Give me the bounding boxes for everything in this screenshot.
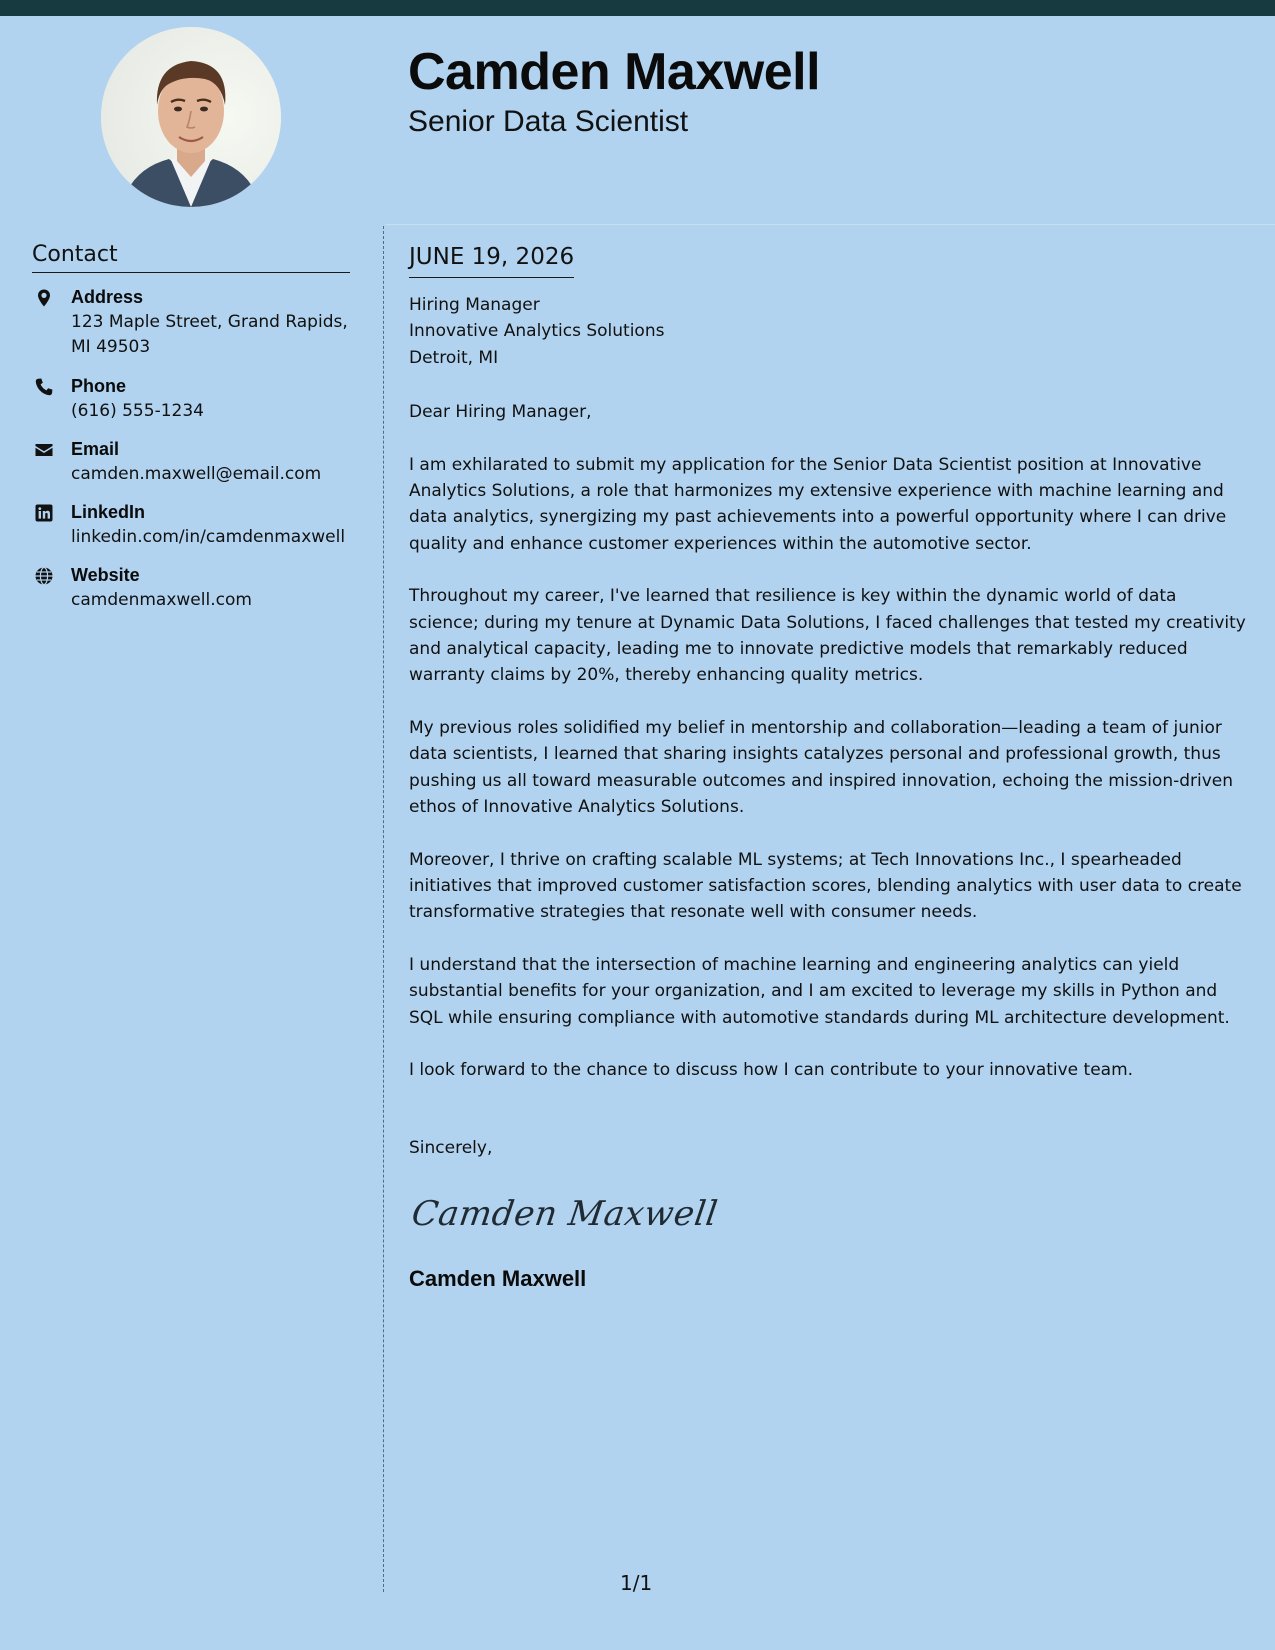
letter-body — [409, 240, 1249, 1294]
handwritten-signature: Camden Maxwell — [409, 1193, 721, 1234]
contact-value: (616) 555-1234 — [71, 401, 204, 421]
page-number: 1/1 — [620, 1571, 653, 1595]
contact-label: Phone — [71, 376, 127, 396]
linkedin-icon — [34, 503, 54, 523]
contact-label: Website — [71, 565, 140, 585]
header-divider — [385, 224, 1275, 225]
contact-value: camdenmaxwell.com — [71, 590, 252, 610]
phone-icon — [34, 377, 54, 397]
paragraph: My previous roles solidified my belief in mentorship and collaboration—leading a team of junior data scientists, I learned that sharing insights catalyzes personal and professional growth, thus pushing us all toward measurable outcomes and inspired innovation, echoing the mission-driven ethos of Innovative Analytics Solutions. — [409, 717, 1234, 818]
profile-photo — [101, 27, 281, 207]
contact-value: camden.maxwell@email.com — [71, 464, 322, 484]
column-divider — [383, 226, 384, 1592]
paragraph: Moreover, I thrive on crafting scalable ML systems; at Tech Innovations Inc., I spearheaded initiatives that improved customer satisfaction scores, blending analytics with user data to create transformative strategies that resonate well with consumer needs. — [409, 849, 1242, 923]
top-accent-bar — [0, 0, 1275, 16]
contact-value: 123 Maple Street, Grand Rapids, MI 49503 — [71, 312, 348, 357]
recipient-block — [409, 292, 1249, 371]
contact-label: Email — [71, 439, 120, 459]
printed-name: Camden Maxwell — [409, 1265, 587, 1291]
contact-label: Address — [71, 287, 144, 307]
paragraph: I am exhilarated to submit my application for the Senior Data Scientist position at Innovative Analytics Solutions, a role that harmonizes my extensive experience with machine learning and data analytics, synergizing my past achievements into a powerful opportunity where I can drive quality and enhance customer experiences within the automotive sector. — [409, 454, 1227, 554]
paragraph: I look forward to the chance to discuss how I can contribute to your innovative team. — [409, 1059, 1134, 1080]
contact-label: LinkedIn — [71, 502, 146, 522]
map-pin-icon — [34, 288, 54, 308]
applicant-title: Senior Data Scientist — [408, 105, 689, 138]
contact-heading: Contact — [32, 240, 350, 273]
letter-date: JUNE 19, 2026 — [409, 240, 574, 278]
paragraph: I understand that the intersection of machine learning and engineering analytics can yield substantial benefits for your organization, and I am excited to leverage my skills in Python and SQL while ensuring compliance with automotive standards during ML architecture development. — [409, 954, 1230, 1028]
contact-value: linkedin.com/in/camdenmaxwell — [71, 527, 346, 547]
envelope-icon — [34, 440, 54, 460]
globe-icon — [34, 566, 54, 586]
recipient-location: Detroit, MI — [409, 347, 499, 368]
applicant-name: Camden Maxwell — [408, 43, 821, 101]
closing: Sincerely, — [409, 1138, 493, 1159]
recipient-name: Hiring Manager — [409, 295, 540, 315]
paragraph: Throughout my career, I've learned that resilience is key within the dynamic world of data science; during my tenure at Dynamic Data Solutions, I faced challenges that tested my creativity and analytical capacity, leading me to innovate predictive models that remarkably reduced warranty claims by 20%, thereby enhancing quality metrics. — [409, 586, 1246, 686]
recipient-company: Innovative Analytics Solutions — [409, 321, 665, 342]
salutation: Dear Hiring Manager, — [409, 402, 592, 423]
